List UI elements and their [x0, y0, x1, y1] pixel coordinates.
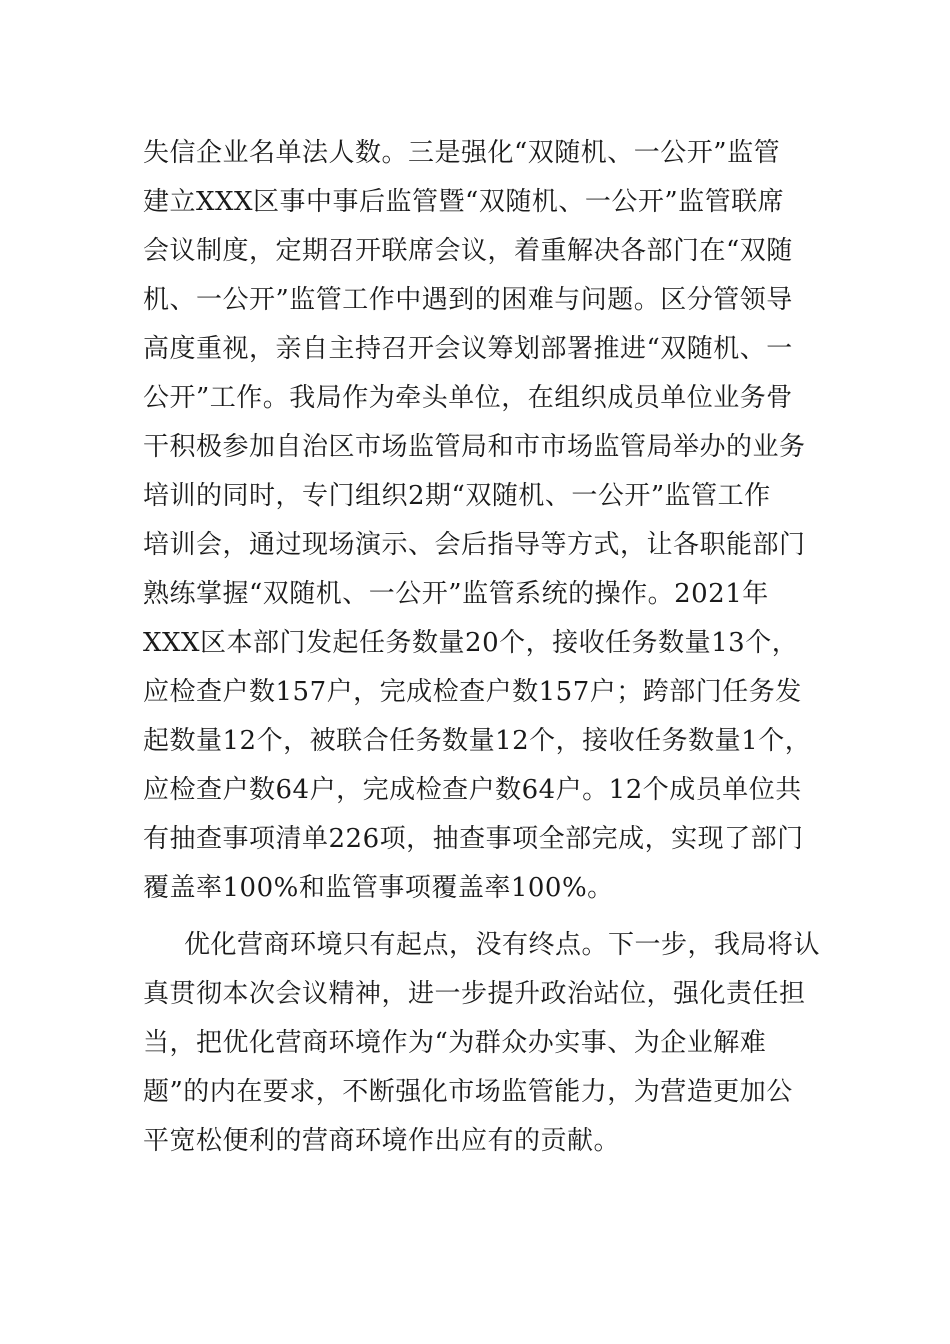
body-text-line: 高度重视，亲自主持召开会议筹划部署推进“双随机、一 [143, 334, 793, 364]
body-text-line: 应检查户数64户，完成检查户数64户。12个成员单位共 [143, 775, 802, 805]
body-text-line: 熟练掌握“双随机、一公开”监管系统的操作。2021年 [143, 579, 769, 609]
body-text-line: 公开”工作。我局作为牵头单位，在组织成员单位业务骨 [143, 383, 793, 413]
body-text-line: 机、一公开”监管工作中遇到的困难与问题。区分管领导 [143, 285, 793, 315]
body-text-line: 当，把优化营商环境作为“为群众办实事、为企业解难 [143, 1028, 767, 1058]
paragraph-first-line: 优化营商环境只有起点，没有终点。下一步，我局将认 [184, 930, 821, 960]
body-text-line: 建立XXX区事中事后监管暨“双随机、一公开”监管联席 [143, 187, 785, 217]
body-text-line: 会议制度，定期召开联席会议，着重解决各部门在“双随 [143, 236, 793, 266]
body-text-line: 题”的内在要求，不断强化市场监管能力，为营造更加公 [143, 1077, 793, 1107]
body-text-line: 有抽查事项清单226项，抽查事项全部完成，实现了部门 [143, 824, 804, 854]
body-text-line: XXX区本部门发起任务数量20个，接收任务数量13个， [143, 628, 799, 658]
body-text-line: 真贯彻本次会议精神，进一步提升政治站位，强化责任担 [143, 979, 806, 1009]
body-text-line: 失信企业名单法人数。三是强化“双随机、一公开”监管 [143, 138, 781, 168]
body-text-line: 干积极参加自治区市场监管局和市市场监管局举办的业务 [143, 432, 806, 462]
body-text-line: 起数量12个，被联合任务数量12个，接收任务数量1个， [143, 726, 812, 756]
body-text-line: 培训的同时，专门组织2期“双随机、一公开”监管工作 [143, 481, 771, 511]
body-text-line: 培训会，通过现场演示、会后指导等方式，让各职能部门 [143, 530, 806, 560]
body-text-line: 覆盖率100%和监管事项覆盖率100%。 [143, 873, 614, 903]
body-text-line: 平宽松便利的营商环境作出应有的贡献。 [143, 1126, 621, 1156]
body-text-line: 应检查户数157户，完成检查户数157户；跨部门任务发 [143, 677, 802, 707]
